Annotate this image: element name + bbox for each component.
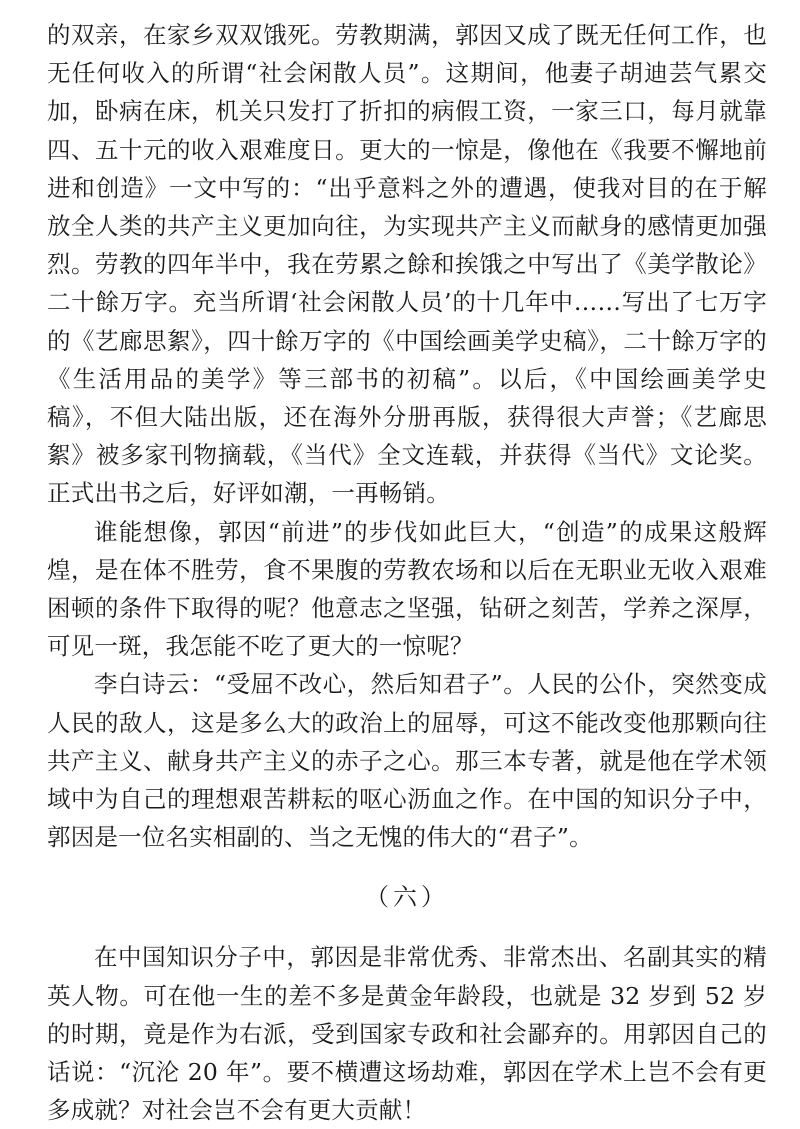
- paragraph-3: 李白诗云：“受屈不改心，然后知君子”。人民的公仆，突然变成人民的敌人，这是多么大的政治上的屈辱，可这不能改变他那颗向往共产主义、献身共产主义的赤子之心。那三本专著，就是他在学术领域中为自己的理想艰苦耕耘的呕心沥血之作。在中国的知识分子中，郭因是一位名实相副的、当之无愧的伟大的“君子”。: [47, 670, 767, 852]
- paragraph-2: 谁能想像，郭因“前进”的步伐如此巨大，“创造”的成果这般辉煌，是在体不胜劳，食不果腹的劳教农场和以后在无职业无收入艰难困顿的条件下取得的呢？他意志之坚强，钻研之刻苦，学养之深厚，可见一斑，我怎能不吃了更大的一惊呢？: [47, 517, 767, 661]
- paragraph-4: 在中国知识分子中，郭因是非常优秀、非常杰出、名副其实的精英人物。可在他一生的差不多是黄金年龄段，也就是 32 岁到 52 岁的时期，竟是作为右派，受到国家专政和社会鄙弃的。用郭因自己的话说：“沉沦 20 年”。要不横遭这场劫难，郭因在学术上岂不会有更多成就？对社会岂不会有更大贡献！: [47, 943, 767, 1125]
- paragraph-1: 的双亲，在家乡双双饿死。劳教期满，郭因又成了既无任何工作，也无任何收入的所谓“社会闲散人员”。这期间，他妻子胡迪芸气累交加，卧病在床，机关只发打了折扣的病假工资，一家三口，每月就靠四、五十元的收入艰难度日。更大的一惊是，像他在《我要不懈地前进和创造》一文中写的：“出乎意料之外的遭遇，使我对目的在于解放全人类的共产主义更加向往，为实现共产主义而献身的感情更加强烈。劳教的四年半中，我在劳累之餘和挨饿之中写出了《美学散论》二十餘万字。充当所谓‘社会闲散人员’的十几年中……写出了七万字的《艺廊思絮》，四十餘万字的《中国绘画美学史稿》，二十餘万字的《生活用品的美学》等三部书的初稿”。以后，《中国绘画美学史稿》，不但大陆出版，还在海外分册再版，获得很大声誉；《艺廊思絮》被多家刊物摘载，《当代》全文连载，并获得《当代》文论奖。正式出书之后，好评如潮，一再畅销。: [47, 21, 767, 508]
- document-page: [47, 16, 767, 1129]
- section-heading: （六）: [365, 883, 449, 912]
